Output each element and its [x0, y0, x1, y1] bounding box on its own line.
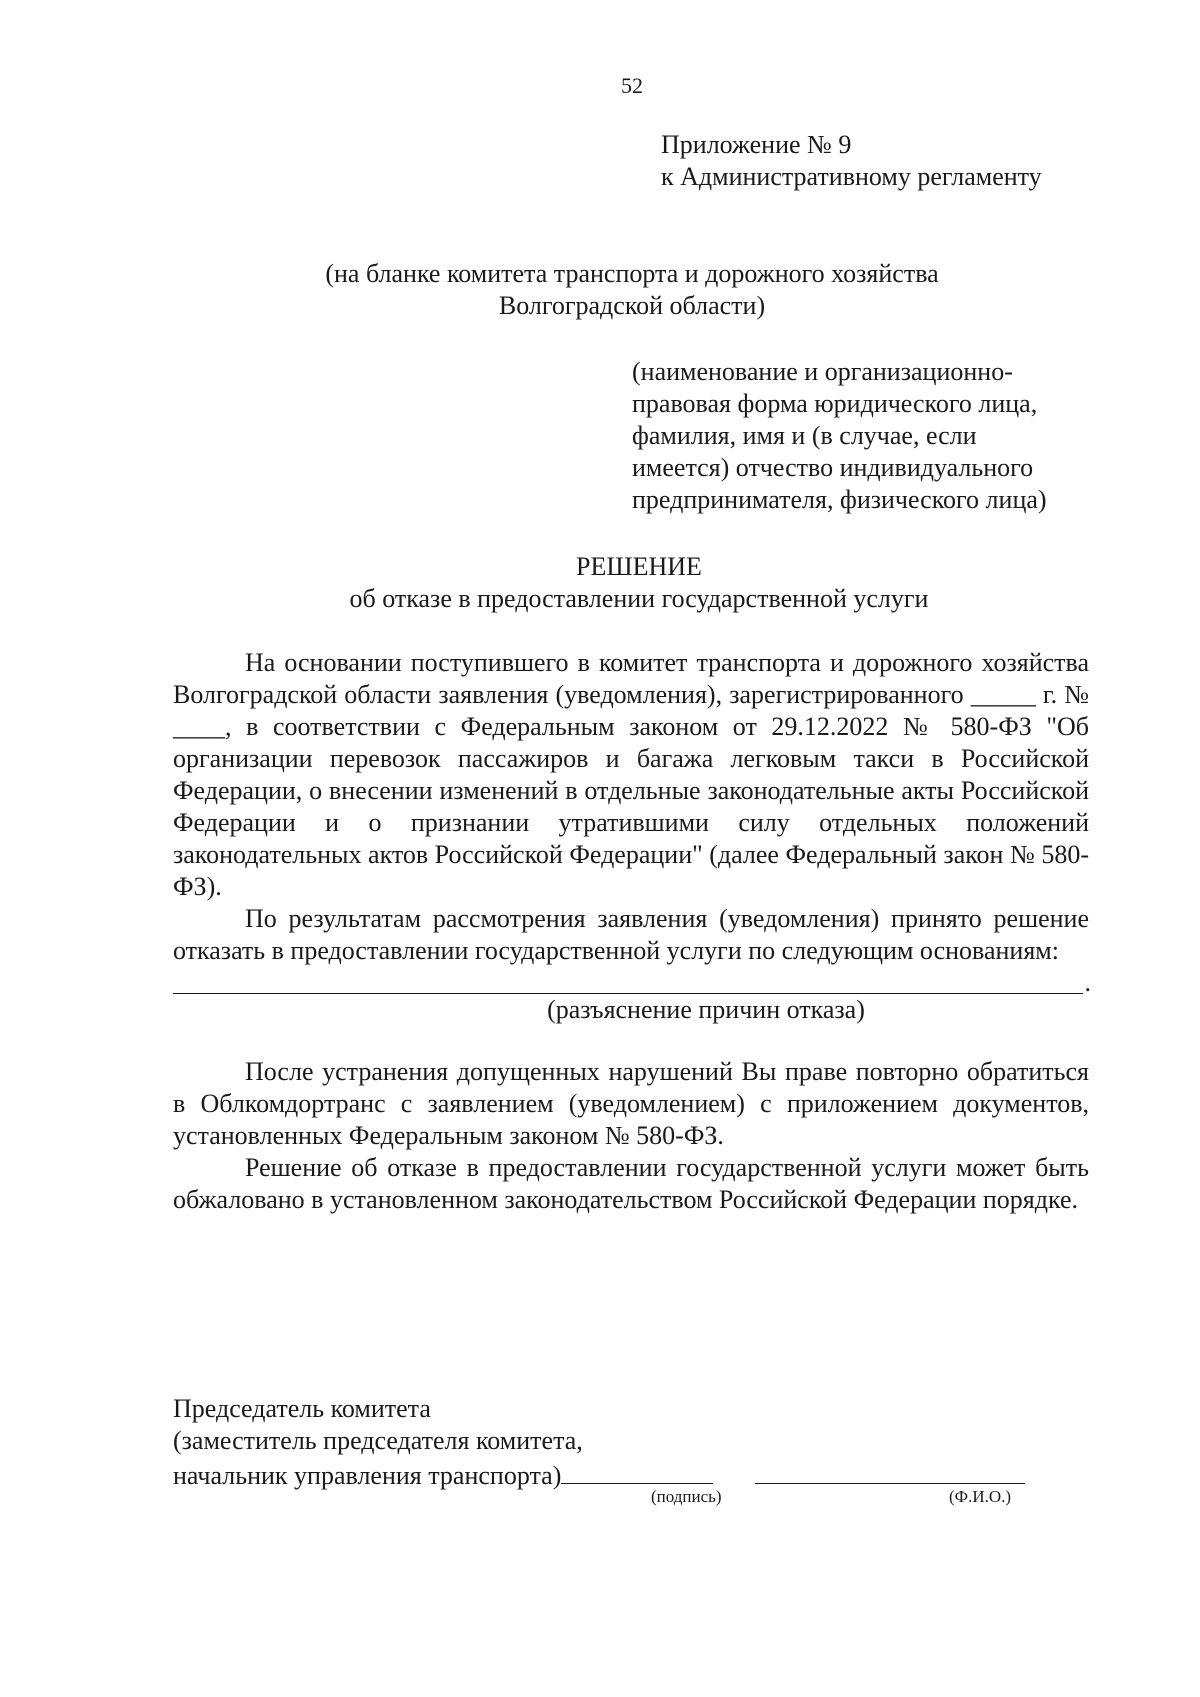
appendix-reference: к Административному регламенту: [661, 162, 1042, 191]
title-subtitle: об отказе в предоставлении государственной услуги: [349, 584, 929, 613]
name-caption: (Ф.И.О.): [949, 1487, 1012, 1506]
page-number: 52: [621, 73, 643, 98]
letterhead-note-line2: Волгоградской области): [498, 291, 766, 320]
signatory-department: начальник управления транспорта): [173, 1461, 562, 1490]
signature-caption: (подпись): [651, 1487, 722, 1506]
signature-block: [173, 1393, 1123, 1492]
reason-caption: (разъяснение причин отказа): [547, 995, 865, 1024]
body-paragraph-reapply: После устранения допущенных нарушений Вы праве повторно обратиться в Облкомдортранс с заявлением (уведомлением) с приложением документов, установленных Федеральным законом № 580-ФЗ.: [173, 1057, 1089, 1150]
name-line: [755, 1457, 1025, 1484]
appendix-number: Приложение № 9: [661, 130, 852, 159]
signature-line: [561, 1457, 713, 1484]
document-body: [173, 647, 1089, 1216]
body-paragraph-decision: По результатам рассмотрения заявления (уведомления) принято решение отказать в предоставлении государственной услуги по следующим основаниям:: [173, 904, 1089, 965]
title-main: РЕШЕНИЕ: [576, 552, 702, 581]
reason-fill-line: [173, 967, 1091, 997]
signatory-title: Председатель комитета: [173, 1394, 431, 1423]
addressee-line: фамилия, имя и (в случае, если: [632, 421, 977, 450]
body-paragraph-appeal: Решение об отказе в предоставлении государственной услуги может быть обжаловано в установленном законодательством Российской Федерации порядке.: [173, 1153, 1089, 1214]
addressee-line: правовая форма юридического лица,: [632, 389, 1038, 418]
appendix-header: [661, 129, 1161, 193]
addressee-line: имеется) отчество индивидуального: [632, 453, 1034, 482]
addressee-line: (наименование и организационно-: [632, 357, 1013, 386]
letterhead-note: [0, 258, 1200, 322]
letterhead-note-line1: (на бланке комитета транспорта и дорожного хозяйства: [325, 259, 939, 288]
signatory-alt-title: (заместитель председателя комитета,: [173, 1426, 583, 1455]
document-title: [0, 551, 1200, 615]
addressee-block: [632, 356, 1112, 516]
addressee-line: предпринимателя, физического лица): [632, 485, 1047, 514]
body-paragraph-basis: На основании поступившего в комитет транспорта и дорожного хозяйства Волгоградской области заявления (уведомления), зарегистрированного _____ г. № ____, в соответствии с Федеральным законом от 29.12.2022 № 580-ФЗ "Об организации перевозок пассажиров и багажа легковым такси в Российской Федерации, о внесении изменений в отдельные законодательные акты Российской Федерации и о признании утратившими силу отдельных положений законодательных актов Российской Федерации" (далее Федеральный закон № 580-ФЗ).: [173, 648, 1089, 901]
reason-line-end: .: [1084, 968, 1091, 997]
